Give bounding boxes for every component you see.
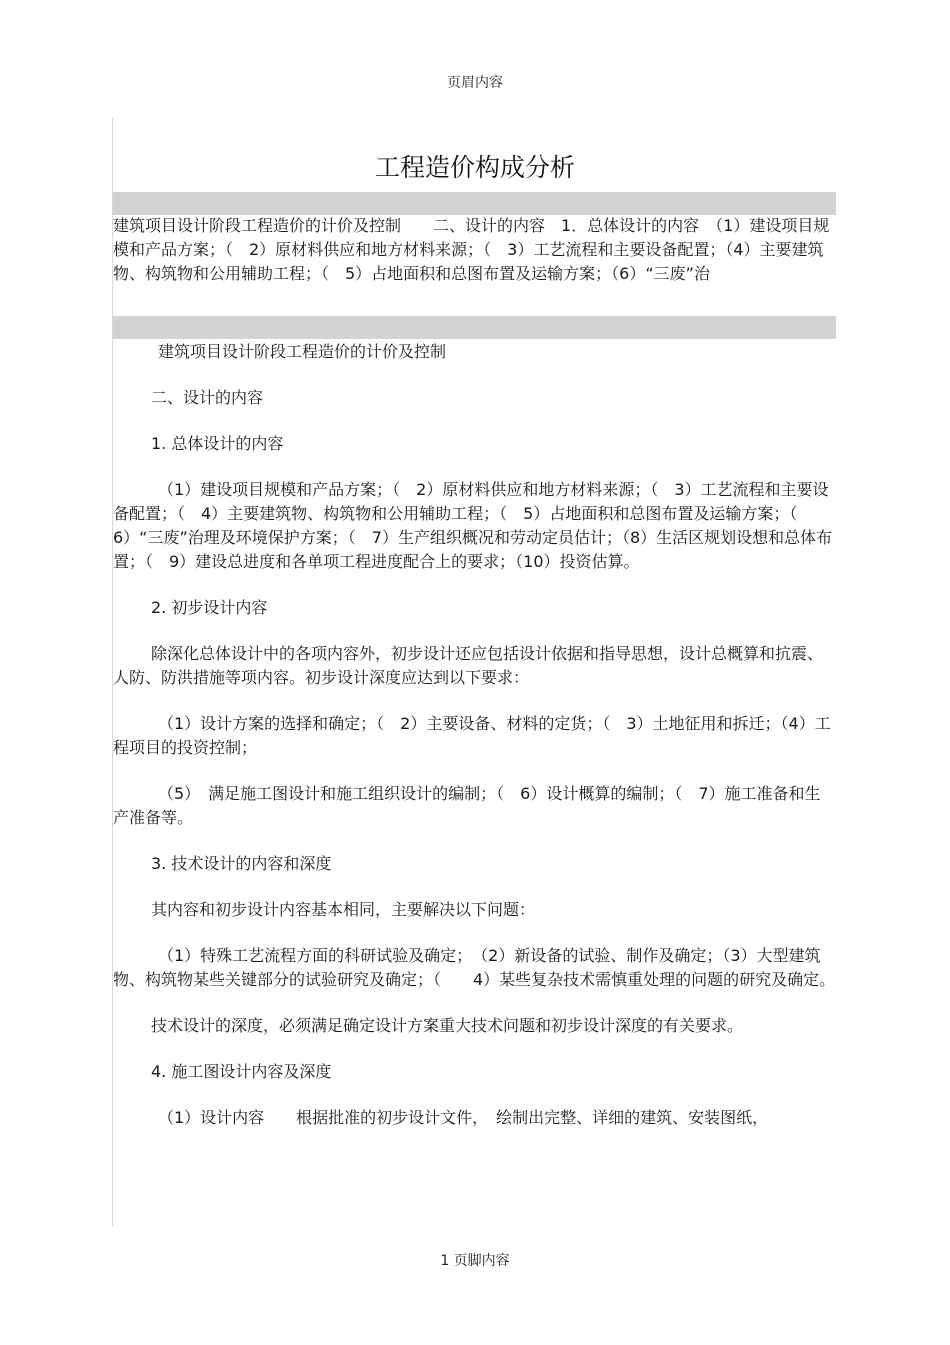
body-paragraph: （1）设计内容 根据批准的初步设计文件， 绘制出完整、详细的建筑、安装图纸， xyxy=(158,1108,769,1127)
document-body xyxy=(113,340,836,1152)
body-paragraph: （1）设计方案的选择和确定；（ 2）主要设备、材料的定货；（ 3）土地征用和拆迁；（4）工程项目的投资控制； xyxy=(113,714,831,757)
page-footer: 1 页脚内容 xyxy=(440,1253,510,1269)
body-paragraph: 除深化总体设计中的各项内容外，初步设计还应包括设计依据和指导思想，设计总概算和抗震、人防、防洪措施等项内容。初步设计深度应达到以下要求： xyxy=(113,644,824,687)
body-paragraph: 其内容和初步设计内容基本相同，主要解决以下问题： xyxy=(151,900,536,919)
summary-band-top xyxy=(113,192,836,215)
subsection-heading: 4. 施工图设计内容及深度 xyxy=(151,1062,332,1081)
document-title: 工程造价构成分析 xyxy=(374,153,575,182)
subsection-heading: 1. 总体设计的内容 xyxy=(151,434,284,453)
summary-band-bottom xyxy=(113,316,836,339)
section-heading: 二、设计的内容 xyxy=(151,388,264,407)
page-header: 页眉内容 xyxy=(447,75,503,91)
subsection-heading: 3. 技术设计的内容和深度 xyxy=(151,854,332,873)
body-paragraph: （1）建设项目规模和产品方案；（ 2）原材料供应和地方材料来源；（ 3）工艺流程和主要设备配置；（ 4）主要建筑物、构筑物和公用辅助工程；（ 5）占地面积和总图布置及运输方案；（ 6）“三废”治理及环境保护方案；（ 7）生产组织概况和劳动定员估计；（8）生活区规划设想和总体布置；（ 9）建设总进度和各单项工程进度配合上的要求；（10）投资估算。 xyxy=(113,480,833,571)
body-paragraph: （5） 满足施工图设计和施工组织设计的编制；（ 6）设计概算的编制；（ 7）施工准备和生产准备等。 xyxy=(113,784,821,827)
section-heading: 建筑项目设计阶段工程造价的计价及控制 xyxy=(158,342,447,361)
body-paragraph: （1）特殊工艺流程方面的科研试验及确定； （2）新设备的试验、制作及确定；（3）大型建筑物、构筑物某些关键部分的试验研究及确定；（ 4）某些复杂技术需慎重处理的问题的研究及确定。 xyxy=(113,946,836,989)
subsection-heading: 2. 初步设计内容 xyxy=(151,598,268,617)
summary-paragraph: 建筑项目设计阶段工程造价的计价及控制 二、设计的内容 1．总体设计的内容 （1）建设项目规模和产品方案；（ 2）原材料供应和地方材料来源；（ 3）工艺流程和主要设备配置；（4）主要建筑物、构筑物和公用辅助工程；（ 5）占地面积和总图布置及运输方案；（6）“三废”治 xyxy=(113,216,830,283)
body-paragraph: 技术设计的深度，必须满足确定设计方案重大技术问题和初步设计深度的有关要求。 xyxy=(151,1016,744,1035)
